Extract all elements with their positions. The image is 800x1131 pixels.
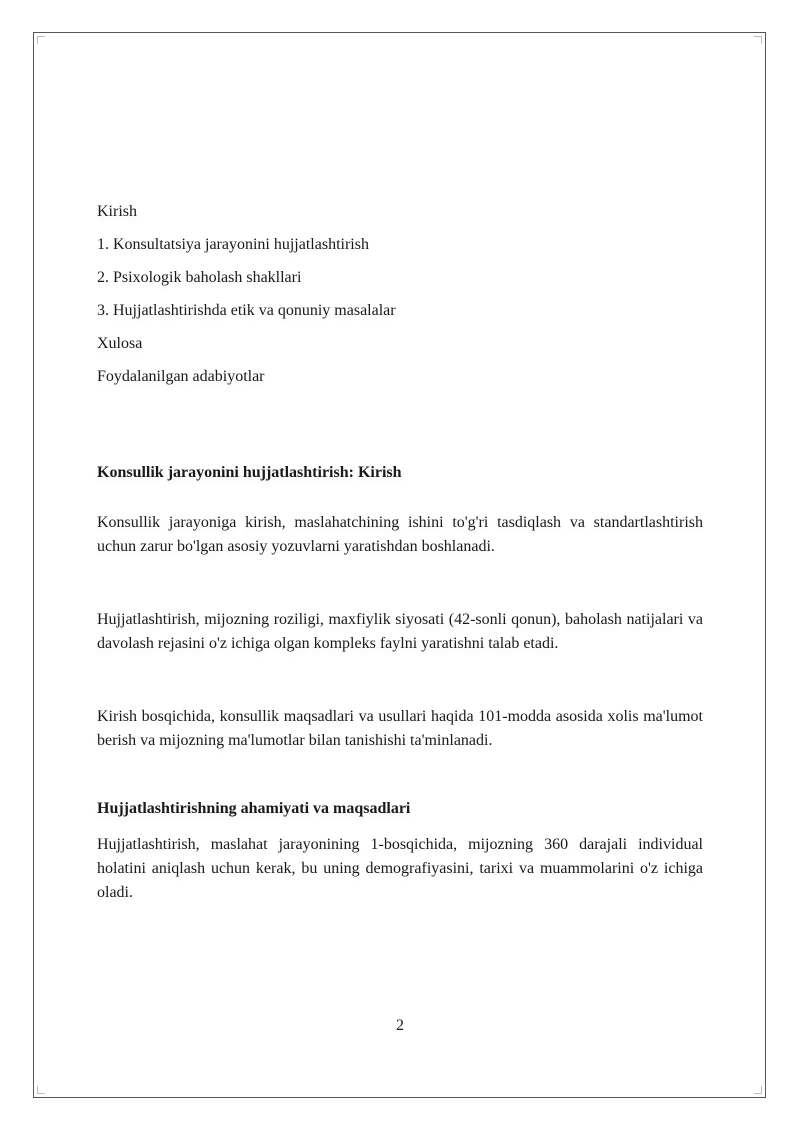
section-heading-intro: Konsullik jarayonini hujjatlashtirish: Kirish bbox=[97, 464, 402, 481]
paragraph: Hujjatlashtirish, maslahat jarayonining 1-bosqichida, mijozning 360 darajali individual holatini aniqlash uchun kerak, bu uning demografiyasini, tarixi va muammolarini o'z ichiga oladi. bbox=[97, 836, 703, 901]
page-corner-mark bbox=[754, 1086, 762, 1094]
page-corner-mark bbox=[754, 36, 762, 44]
toc-item-2: 2. Psixologik baholash shakllari bbox=[97, 269, 302, 286]
toc-item-intro: Kirish bbox=[97, 203, 137, 220]
page-corner-mark bbox=[37, 36, 45, 44]
toc-item-conclusion: Xulosa bbox=[97, 335, 143, 352]
paragraph: Konsullik jarayoniga kirish, maslahatchining ishini to'g'ri tasdiqlash va standartlashtirish uchun zarur bo'lgan asosiy yozuvlarni yaratishdan boshlanadi. bbox=[97, 514, 703, 555]
table-of-contents bbox=[97, 200, 703, 398]
toc-item-references: Foydalanilgan adabiyotlar bbox=[97, 368, 265, 385]
page-content bbox=[97, 200, 703, 905]
toc-item-1: 1. Konsultatsiya jarayonini hujjatlashtirish bbox=[97, 236, 369, 253]
toc-item-3: 3. Hujjatlashtirishda etik va qonuniy masalalar bbox=[97, 302, 396, 319]
section-heading-importance: Hujjatlashtirishning ahamiyati va maqsadlari bbox=[97, 800, 411, 817]
paragraph: Kirish bosqichida, konsullik maqsadlari va usullari haqida 101-modda asosida xolis ma'lumot berish va mijozning ma'lumotlar bilan tanishishi ta'minlanadi. bbox=[97, 708, 703, 749]
page-corner-mark bbox=[37, 1086, 45, 1094]
paragraph: Hujjatlashtirish, mijozning roziligi, maxfiylik siyosati (42-sonli qonun), baholash natijalari va davolash rejasini o'z ichiga olgan kompleks faylni yaratishni talab etadi. bbox=[97, 611, 703, 652]
page-number: 2 bbox=[396, 1017, 404, 1034]
